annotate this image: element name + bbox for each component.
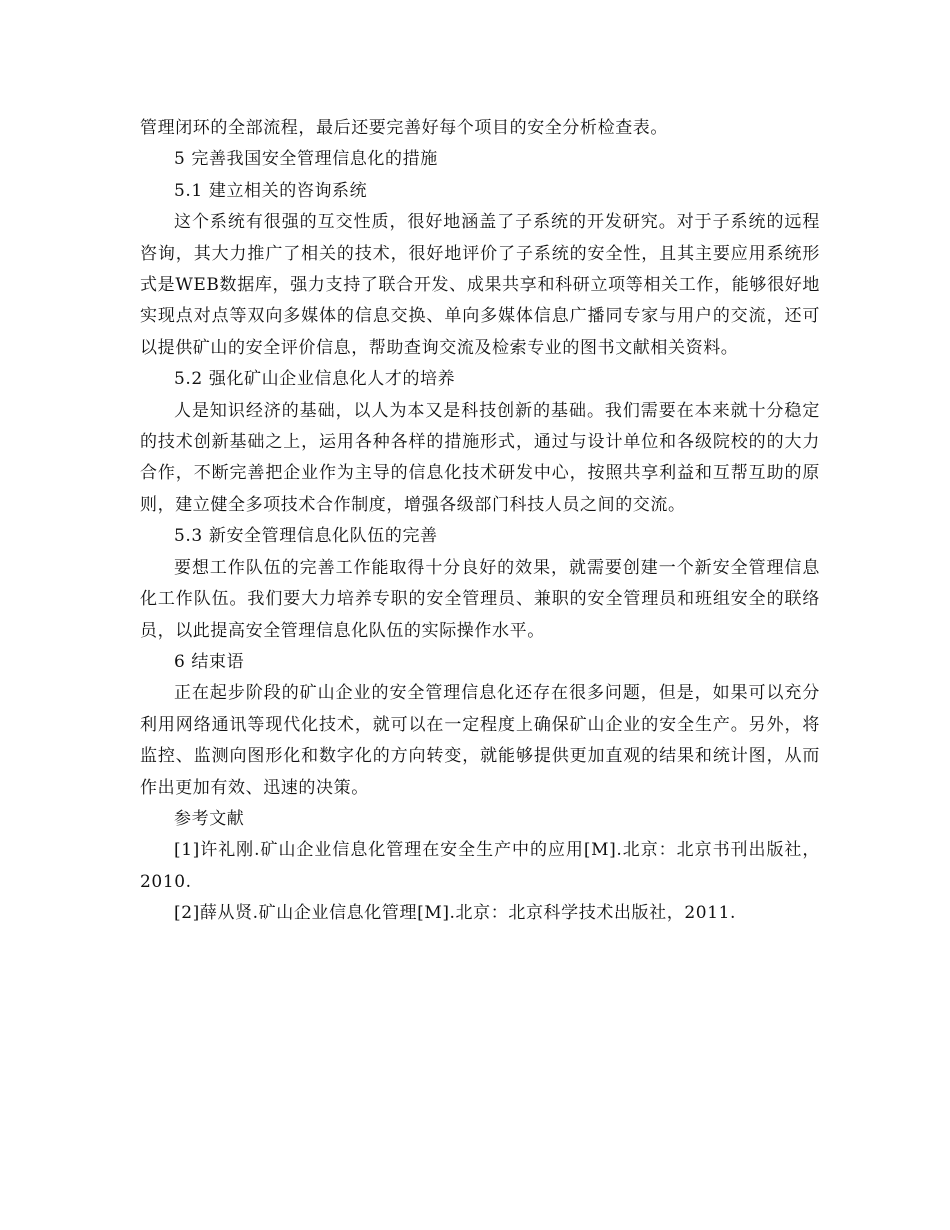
section-5-title: 5 完善我国安全管理信息化的措施 (174, 149, 438, 170)
opening-line: 管理闭环的全部流程，最后还要完善好每个项目的安全分析检查表。 (140, 118, 668, 138)
section-5-1-paragraph: 这个系统有很强的互交性质，很好地涵盖了子系统的开发研究。对于子系统的远程咨询，其大力推广了相关的技术，很好地评价了子系统的安全性，且其主要应用系统形式是WEB数据库，强力支持了联合开发、成果共享和科研立项等相关工作，能够很好地实现点对点等双向多媒体的信息交换、单向多媒体信息广播同专家与用户的交流，还可以提供矿山的安全评价信息，帮助查询交流及检索专业的图书文献相关资料。 (140, 212, 820, 358)
section-5-2-title: 5.2 强化矿山企业信息化人才的培养 (174, 369, 456, 390)
document-body (140, 113, 820, 930)
section-6-paragraph: 正在起步阶段的矿山企业的安全管理信息化还存在很多问题，但是，如果可以充分利用网络通讯等现代化技术，就可以在一定程度上确保矿山企业的安全生产。另外，将监控、监测向图形化和数字化的方向转变，就能够提供更加直观的结果和统计图，从而作出更加有效、迅速的决策。 (140, 683, 820, 798)
section-5-3-title: 5.3 新安全管理信息化队伍的完善 (174, 526, 438, 547)
section-5-2-paragraph: 人是知识经济的基础，以人为本又是科技创新的基础。我们需要在本来就十分稳定的技术创新基础之上，运用各种各样的措施形式，通过与设计单位和各级院校的的大力合作，不断完善把企业作为主导的信息化技术研发中心，按照共享利益和互帮互助的原则，建立健全多项技术合作制度，增强各级部门科技人员之间的交流。 (140, 400, 820, 515)
section-5-3-paragraph: 要想工作队伍的完善工作能取得十分良好的效果，就需要创建一个新安全管理信息化工作队伍。我们要大力培养专职的安全管理员、兼职的安全管理员和班组安全的联络员，以此提高安全管理信息化队伍的实际操作水平。 (140, 557, 820, 641)
references-title: 参考文献 (174, 808, 245, 829)
section-5-1-title: 5.1 建立相关的咨询系统 (174, 180, 368, 201)
reference-item: [1]许礼刚.矿山企业信息化管理在安全生产中的应用[M].北京：北京书刊出版社，2010. (140, 840, 820, 892)
reference-item: [2]薛从贤.矿山企业信息化管理[M].北京：北京科学技术出版社，2011. (174, 903, 737, 924)
section-6-title: 6 结束语 (174, 651, 245, 672)
